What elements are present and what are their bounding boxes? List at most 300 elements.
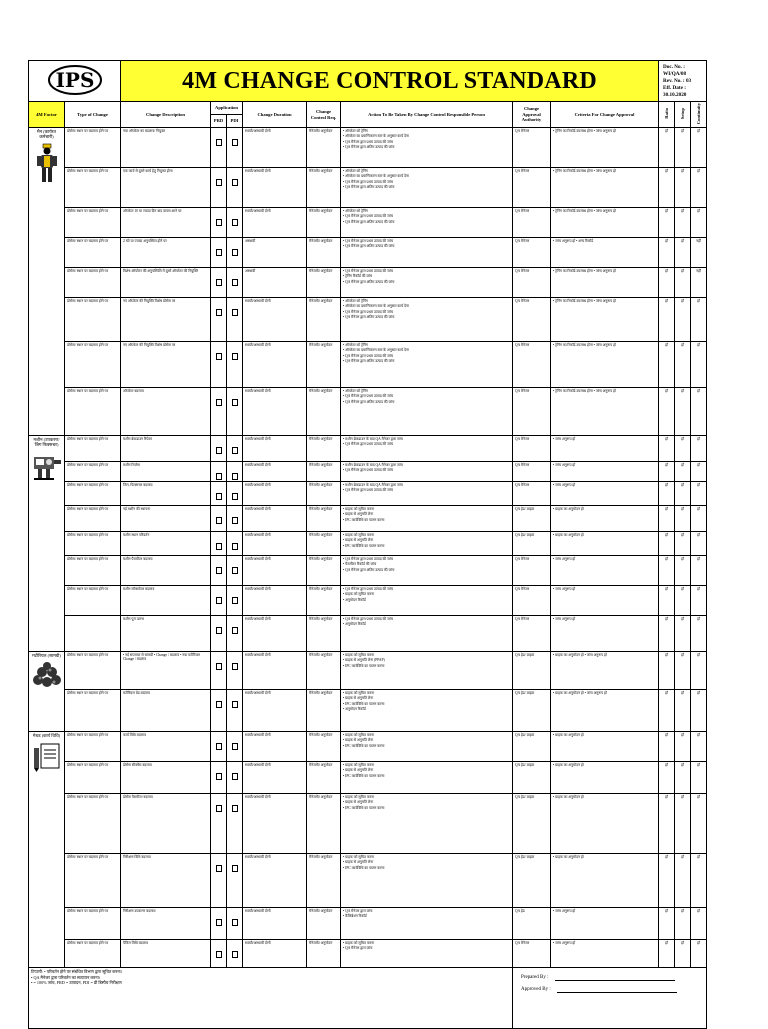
table-row [29, 690, 707, 732]
factor-cell-material [29, 652, 65, 732]
factor-cell-machine [29, 436, 65, 652]
company-logo-icon [45, 63, 105, 97]
action-list [341, 762, 513, 794]
action-item: • QA मैनेजर द्वारा प्रथम उत्पाद की जांच [343, 442, 393, 447]
change-description: ऑपरेटर बदलाव [121, 388, 211, 436]
action-list [341, 652, 513, 690]
approval-criteria: • जांच अनुरूप हो • अन्य रिकॉर्ड [551, 238, 659, 268]
application-prd-cell [211, 268, 227, 298]
pdi-checkbox[interactable] [232, 627, 238, 634]
action-item: • ट्रेनिंग रिकॉर्ड की जांच [343, 274, 373, 279]
footer-note-2: • QA मैनेजर द्वारा परिवर्तन का सत्यापन करना। [31, 974, 101, 980]
application-prd-cell [211, 342, 227, 388]
action-item: • QA मैनेजर द्वारा प्रथम उत्पाद की जांच [343, 353, 393, 358]
action-item: • ग्राहक से अनुमति लेना [343, 800, 374, 805]
approval-criteria: • ट्रेनिंग का रिकॉर्ड उपलब्ध होना • जांच अनुरूप हो [551, 208, 659, 238]
ratio-mark: हाँ [659, 268, 675, 298]
action-item: • ऑपरेटर को ट्रेनिंग [343, 299, 368, 303]
ratio-mark: हाँ [659, 168, 675, 208]
change-description: प्रोसेस सीक्वेंस बदलाव [121, 762, 211, 794]
action-item: • IPC कार्यविधि का पालन करना [343, 543, 385, 548]
action-list [341, 436, 513, 462]
action-list [341, 342, 513, 388]
action-item: • QA मैनेजर द्वारा प्रथम उत्पाद की जांच [343, 468, 393, 473]
control-requirement: मैनेजमेंट अनुमोदन [307, 128, 341, 168]
col-application: Application [211, 102, 243, 115]
action-list [341, 208, 513, 238]
action-list [341, 298, 513, 342]
control-requirement: मैनेजमेंट अनुमोदन [307, 238, 341, 268]
control-requirement: मैनेजमेंट अनुमोदन [307, 940, 341, 968]
action-list [341, 506, 513, 532]
approval-criteria: • ग्राहक का अनुमोदन हो [551, 532, 659, 556]
person-icon [31, 143, 62, 184]
setup-mark: हाँ [675, 268, 691, 298]
setup-mark: हाँ [675, 586, 691, 616]
prd-checkbox[interactable] [216, 179, 222, 186]
action-list [341, 556, 513, 586]
prepared-by: Prepared By : [521, 975, 704, 981]
action-item: • ऑपरेटर को ट्रेनिंग [343, 343, 368, 347]
action-list [341, 794, 513, 854]
approval-authority: QA हेड/ ग्राहक [513, 506, 551, 532]
action-item: • ग्राहक को सूचित करना [343, 733, 375, 737]
action-item: • मशीन ब्रेकडाउन के बाद QA मैनेजर द्वारा जांच [343, 437, 403, 441]
pdi-checkbox[interactable] [232, 567, 238, 574]
action-item: • ग्राहक को सूचित करना [343, 592, 375, 597]
prd-checkbox[interactable] [216, 597, 222, 604]
approval-criteria: • जांच अनुरूप हो [551, 586, 659, 616]
application-pdi-cell [227, 854, 243, 908]
action-item: • QA मैनेजर द्वारा प्रथम उत्पाद की जांच [343, 394, 393, 399]
pdi-checkbox[interactable] [232, 805, 238, 812]
ratio-mark: हाँ [659, 794, 675, 854]
setup-mark: हाँ [675, 556, 691, 586]
document-sheet [28, 60, 706, 993]
table-row [29, 342, 707, 388]
action-item: • अनुमोदन रिकॉर्ड [343, 597, 366, 602]
approval-criteria: • ट्रेनिंग का रिकॉर्ड उपलब्ध होना • जांच अनुरूप हो [551, 388, 659, 436]
prd-checkbox[interactable] [216, 627, 222, 634]
prd-checkbox[interactable] [216, 353, 222, 360]
pdi-checkbox[interactable] [232, 517, 238, 524]
continuity-mark: हाँ [691, 940, 707, 968]
col-criteria: Criteria For Change Approval [551, 102, 659, 128]
action-list [341, 532, 513, 556]
rev-number: Rev. No. : 03 [663, 77, 692, 84]
prd-checkbox[interactable] [216, 249, 222, 256]
prd-checkbox[interactable] [216, 743, 222, 750]
pdi-checkbox[interactable] [232, 219, 238, 226]
footer-notes [29, 968, 513, 1029]
prd-checkbox[interactable] [216, 543, 222, 550]
change-description: निरीक्षण विधि बदलाव [121, 854, 211, 908]
table-row [29, 436, 707, 462]
action-item: • QA मैनेजर द्वारा अंतिम उत्पाद की जांच [343, 399, 395, 404]
action-item: • QA मैनेजर द्वारा प्रथम उत्पाद की जांच [343, 179, 393, 184]
application-pdi-cell [227, 268, 243, 298]
table-row [29, 762, 707, 794]
continuity-mark: हाँ [691, 652, 707, 690]
table-row [29, 652, 707, 690]
pdi-checkbox[interactable] [232, 139, 238, 146]
page-title: 4M CHANGE CONTROL STANDARD [121, 61, 659, 102]
approval-criteria: • ग्राहक का अनुमोदन हो [551, 506, 659, 532]
pdi-checkbox[interactable] [232, 663, 238, 670]
change-duration: स्थायी/अस्थायी दोनों [243, 586, 307, 616]
continuity-mark: हाँ [691, 462, 707, 482]
action-list [341, 854, 513, 908]
change-type: प्रोसेस/ स्थान पर बदलाव होने पर [65, 908, 121, 940]
pdi-checkbox[interactable] [232, 309, 238, 316]
pdi-checkbox[interactable] [232, 493, 238, 500]
approval-authority: QA मैनेजर [513, 168, 551, 208]
continuity-mark: हाँ [691, 616, 707, 652]
application-pdi-cell [227, 732, 243, 762]
table-row [29, 462, 707, 482]
continuity-mark: हाँ [691, 908, 707, 940]
header-row [29, 61, 707, 102]
change-duration: स्थायी/अस्थायी दोनों [243, 908, 307, 940]
approval-criteria: • ट्रेनिंग का रिकॉर्ड उपलब्ध होना • जांच अनुरूप हो [551, 342, 659, 388]
change-type: प्रोसेस/ स्थान पर बदलाव होने पर [65, 732, 121, 762]
table-row [29, 556, 707, 586]
application-prd-cell [211, 940, 227, 968]
ratio-mark: हाँ [659, 342, 675, 388]
prd-checkbox[interactable] [216, 309, 222, 316]
setup-mark: हाँ [675, 908, 691, 940]
action-item: • QA मैनेजर द्वारा जांच [343, 909, 373, 913]
prd-checkbox[interactable] [216, 473, 222, 480]
action-item: • IPC कार्यविधि का पालन करना [343, 865, 385, 870]
application-prd-cell [211, 436, 227, 462]
change-type [65, 616, 121, 652]
application-pdi-cell [227, 586, 243, 616]
change-type: प्रोसेस/ स्थान पर बदलाव होने पर [65, 854, 121, 908]
ratio-mark: हाँ [659, 762, 675, 794]
application-pdi-cell [227, 298, 243, 342]
footer-note-1: टिप्पणी: • परिवर्तन होने पर संबंधित विभाग द्वारा सूचित करना। [31, 969, 123, 974]
action-item: • अनुमोदन रिकॉर्ड [343, 622, 366, 627]
application-pdi-cell [227, 532, 243, 556]
change-duration: स्थायी/अस्थायी दोनों [243, 168, 307, 208]
action-item: • ग्राहक से अनुमति लेना [343, 538, 374, 543]
change-description: नई मशीन की स्थापना [121, 506, 211, 532]
change-description: मशीन पैरामीटर बदलाव [121, 556, 211, 586]
continuity-mark: हाँ [691, 436, 707, 462]
setup-mark: हाँ [675, 128, 691, 168]
ratio-mark: हाँ [659, 652, 675, 690]
approval-criteria: • ट्रेनिंग का रिकॉर्ड उपलब्ध होना • जांच अनुरूप हो [551, 268, 659, 298]
application-pdi-cell [227, 762, 243, 794]
change-duration: स्थायी/अस्थायी दोनों [243, 462, 307, 482]
continuity-mark: हाँ [691, 482, 707, 506]
setup-mark: हाँ [675, 616, 691, 652]
table-row [29, 794, 707, 854]
col-action: Action To Be Taken By Change Control Responsible Person [341, 102, 513, 128]
action-list [341, 168, 513, 208]
approval-authority: QA हेड/ ग्राहक [513, 532, 551, 556]
prd-checkbox[interactable] [216, 567, 222, 574]
approval-authority: QA मैनेजर [513, 462, 551, 482]
approval-authority: QA हेड/ ग्राहक [513, 652, 551, 690]
prd-checkbox[interactable] [216, 399, 222, 406]
ratio-mark: हाँ [659, 128, 675, 168]
action-item: • ऑपरेटर का प्रमाणिकरण स्तर के अनुसार कार्य देना [343, 348, 409, 353]
change-type: प्रोसेस/ स्थान पर बदलाव होने पर [65, 556, 121, 586]
setup-mark: हाँ [675, 732, 691, 762]
approval-criteria: • जांच अनुरूप हो [551, 908, 659, 940]
approval-criteria: • जांच अनुरूप हो [551, 616, 659, 652]
change-type: प्रोसेस/ स्थान पर बदलाव होने पर [65, 208, 121, 238]
change-duration: अस्थायी [243, 268, 307, 298]
control-requirement: मैनेजमेंट अनुमोदन [307, 298, 341, 342]
control-requirement: मैनेजमेंट अनुमोदन [307, 506, 341, 532]
action-item: • ग्राहक से अनुमति लेना [343, 696, 374, 701]
approval-authority: QA मैनेजर [513, 128, 551, 168]
change-type: प्रोसेस/ स्थान पर बदलाव होने पर [65, 238, 121, 268]
pdi-checkbox[interactable] [232, 399, 238, 406]
approval-authority: QA हेड/ ग्राहक [513, 690, 551, 732]
approval-authority: QA मैनेजर [513, 268, 551, 298]
approval-criteria: • ग्राहक का अनुमोदन हो • जांच अनुरूप हो [551, 690, 659, 732]
table-row [29, 506, 707, 532]
approval-authority: QA हेड/ ग्राहक [513, 732, 551, 762]
ratio-mark: हाँ [659, 940, 675, 968]
col-control-req: Change Control Req. [307, 102, 341, 128]
approval-authority: QA हेड [513, 908, 551, 940]
action-item: • ग्राहक को सूचित करना [343, 855, 375, 859]
table-row [29, 168, 707, 208]
pdi-checkbox[interactable] [232, 773, 238, 780]
setup-mark: हाँ [675, 436, 691, 462]
prd-checkbox[interactable] [216, 493, 222, 500]
control-requirement: मैनेजमेंट अनुमोदन [307, 268, 341, 298]
change-duration: स्थायी/अस्थायी दोनों [243, 388, 307, 436]
change-type: प्रोसेस/ स्थान पर बदलाव होने पर [65, 436, 121, 462]
change-duration: स्थायी/अस्थायी दोनों [243, 342, 307, 388]
column-header-row [29, 102, 707, 115]
pdi-checkbox[interactable] [232, 473, 238, 480]
change-type: प्रोसेस/ स्थान पर बदलाव होने पर [65, 268, 121, 298]
setup-mark: हाँ [675, 794, 691, 854]
pdi-checkbox[interactable] [232, 353, 238, 360]
setup-mark: हाँ [675, 388, 691, 436]
pdi-checkbox[interactable] [232, 597, 238, 604]
application-pdi-cell [227, 556, 243, 586]
pdi-checkbox[interactable] [232, 249, 238, 256]
change-type: प्रोसेस/ स्थान पर बदलाव होने पर [65, 586, 121, 616]
col-setup: Setup [675, 102, 691, 128]
application-prd-cell [211, 238, 227, 268]
approval-authority: QA मैनेजर [513, 616, 551, 652]
continuity-mark: हाँ [691, 208, 707, 238]
setup-mark: हाँ [675, 506, 691, 532]
continuity-mark: हाँ [691, 128, 707, 168]
prd-checkbox[interactable] [216, 517, 222, 524]
setup-mark: हाँ [675, 532, 691, 556]
application-prd-cell [211, 732, 227, 762]
setup-mark: हाँ [675, 482, 691, 506]
ratio-mark: हाँ [659, 462, 675, 482]
change-duration: स्थायी/अस्थायी दोनों [243, 652, 307, 690]
action-item: • QA मैनेजर द्वारा अंतिम उत्पाद की जांच [343, 359, 395, 364]
setup-mark: हाँ [675, 762, 691, 794]
application-prd-cell [211, 298, 227, 342]
setup-mark: हाँ [675, 342, 691, 388]
prd-checkbox[interactable] [216, 663, 222, 670]
application-prd-cell [211, 690, 227, 732]
action-item: • ऑपरेटर का प्रमाणिकरण स्तर के अनुसार कार्य देना [343, 134, 409, 139]
action-item: • QA मैनेजर द्वारा अंतिम उत्पाद की जांच [343, 315, 395, 320]
change-duration: स्थायी/अस्थायी दोनों [243, 128, 307, 168]
col-ratio: Ratio [659, 102, 675, 128]
setup-mark: हाँ [675, 462, 691, 482]
action-item: • ऑपरेटर को ट्रेनिंग [343, 209, 368, 213]
table-row [29, 908, 707, 940]
application-prd-cell [211, 482, 227, 506]
prd-checkbox[interactable] [216, 805, 222, 812]
prd-checkbox[interactable] [216, 865, 222, 872]
change-duration: स्थायी/अस्थायी दोनों [243, 556, 307, 586]
pdi-checkbox[interactable] [232, 701, 238, 708]
table-row [29, 238, 707, 268]
application-prd-cell [211, 652, 227, 690]
change-description: एक कार्य से दूसरे कार्य हेतु नियुक्त होना [121, 168, 211, 208]
change-type: प्रोसेस/ स्थान पर बदलाव होने पर [65, 532, 121, 556]
table-row [29, 854, 707, 908]
ratio-mark: हाँ [659, 388, 675, 436]
action-item: • पैरामीटर रिकॉर्ड की जांच [343, 562, 377, 567]
approval-authority: QA मैनेजर [513, 940, 551, 968]
action-item: • ग्राहक से अनुमति लेना [343, 860, 374, 865]
application-prd-cell [211, 462, 227, 482]
ratio-mark: हाँ [659, 506, 675, 532]
pdi-checkbox[interactable] [232, 179, 238, 186]
approval-authority: QA मैनेजर [513, 238, 551, 268]
control-requirement: मैनेजमेंट अनुमोदन [307, 168, 341, 208]
application-pdi-cell [227, 208, 243, 238]
change-description: नए ऑपरेटर की नियुक्ति विशेष प्रोसेस पर [121, 298, 211, 342]
change-type: प्रोसेस/ स्थान पर बदलाव होने पर [65, 506, 121, 532]
prd-checkbox[interactable] [216, 701, 222, 708]
pdi-checkbox[interactable] [232, 743, 238, 750]
table-row [29, 616, 707, 652]
change-description: नया ऑपरेटर का बदलाव/ नियुक्त [121, 128, 211, 168]
pdi-checkbox[interactable] [232, 865, 238, 872]
application-prd-cell [211, 556, 227, 586]
continuity-mark: हाँ [691, 854, 707, 908]
action-item: • ग्राहक को सूचित करना [343, 795, 375, 799]
table-row [29, 586, 707, 616]
factor-cell-method [29, 732, 65, 968]
action-item: • ग्राहक से अनुमति लेना [343, 738, 374, 743]
application-prd-cell [211, 586, 227, 616]
change-description: मशीन स्थान परिवर्तन [121, 532, 211, 556]
change-duration: स्थायी/अस्थायी दोनों [243, 940, 307, 968]
method-icon [31, 742, 62, 773]
ratio-mark: हाँ [659, 586, 675, 616]
svg-text:IPS: IPS [55, 68, 94, 93]
change-duration: स्थायी/अस्थायी दोनों [243, 762, 307, 794]
change-duration: स्थायी/अस्थायी दोनों [243, 436, 307, 462]
prd-checkbox[interactable] [216, 951, 222, 958]
application-pdi-cell [227, 388, 243, 436]
action-item: • मशीन ब्रेकडाउन के बाद QA मैनेजर द्वारा जांच [343, 483, 403, 487]
continuity-mark: हाँ [691, 298, 707, 342]
approval-authority: QA मैनेजर [513, 482, 551, 506]
approval-authority: QA मैनेजर [513, 556, 551, 586]
approval-criteria: • ग्राहक का अनुमोदन हो [551, 732, 659, 762]
change-description: विशेष ऑपरेटर की अनुपस्थिति में दूसरे ऑपरेटर की नियुक्ति [121, 268, 211, 298]
change-type: प्रोसेस/ स्थान पर बदलाव होने पर [65, 388, 121, 436]
pdi-checkbox[interactable] [232, 919, 238, 926]
change-duration: स्थायी/अस्थायी दोनों [243, 482, 307, 506]
factor-label: मेथड (कार्य विधि) [32, 733, 61, 738]
action-item: • ग्राहक को सूचित करना [343, 533, 375, 537]
ratio-mark: हाँ [659, 690, 675, 732]
action-item: • QA मैनेजर द्वारा अंतिम उत्पाद की जांच [343, 567, 395, 572]
action-item: • QA मैनेजर द्वारा अंतिम उत्पाद की जांच [343, 185, 395, 190]
action-item: • ग्राहक से अनुमति लेना [343, 768, 374, 773]
approval-authority: QA हेड/ ग्राहक [513, 794, 551, 854]
action-list [341, 616, 513, 652]
ratio-mark: हाँ [659, 556, 675, 586]
change-description: मशीन ब्रेकडाउन रिपेयर [121, 436, 211, 462]
action-item: • QA मैनेजर द्वारा प्रथम उत्पाद की जांच [343, 239, 393, 243]
col-authority: Change Approval Authority [513, 102, 551, 128]
change-type: प्रोसेस/ स्थान पर बदलाव होने पर [65, 794, 121, 854]
action-item: • QA मैनेजर द्वारा प्रथम उत्पाद की जांच [343, 617, 393, 621]
col-continuity: Continuity [691, 102, 707, 128]
action-item: • ऑपरेटर को ट्रेनिंग [343, 389, 368, 393]
action-list [341, 128, 513, 168]
pdi-checkbox[interactable] [232, 447, 238, 454]
approval-authority: QA मैनेजर [513, 388, 551, 436]
action-item: • ग्राहक को सूचित करना [343, 653, 375, 657]
action-list [341, 940, 513, 968]
factor-cell-man [29, 128, 65, 436]
action-item: • ग्राहक से अनुमति लेना [343, 512, 374, 517]
application-pdi-cell [227, 238, 243, 268]
prd-checkbox[interactable] [216, 773, 222, 780]
change-type: प्रोसेस/ स्थान पर बदलाव होने पर [65, 940, 121, 968]
table-row [29, 208, 707, 238]
ratio-mark: हाँ [659, 298, 675, 342]
pdi-checkbox[interactable] [232, 951, 238, 958]
change-duration: स्थायी/अस्थायी दोनों [243, 506, 307, 532]
prd-checkbox[interactable] [216, 139, 222, 146]
application-prd-cell [211, 762, 227, 794]
prd-checkbox[interactable] [216, 919, 222, 926]
pdi-checkbox[interactable] [232, 279, 238, 286]
prd-checkbox[interactable] [216, 279, 222, 286]
setup-mark: हाँ [675, 238, 691, 268]
action-list [341, 908, 513, 940]
setup-mark: हाँ [675, 690, 691, 732]
pdi-checkbox[interactable] [232, 543, 238, 550]
approval-authority: QA हेड/ ग्राहक [513, 854, 551, 908]
change-duration: स्थायी/अस्थायी दोनों [243, 794, 307, 854]
prd-checkbox[interactable] [216, 219, 222, 226]
action-item: • IPC कार्यविधि का पालन करना [343, 517, 385, 522]
action-item: • QA मैनेजर द्वारा अंतिम उत्पाद की जांच [343, 145, 395, 150]
setup-mark: हाँ [675, 652, 691, 690]
prd-checkbox[interactable] [216, 447, 222, 454]
approval-criteria: • ग्राहक का अनुमोदन हो [551, 762, 659, 794]
application-prd-cell [211, 616, 227, 652]
application-pdi-cell [227, 506, 243, 532]
